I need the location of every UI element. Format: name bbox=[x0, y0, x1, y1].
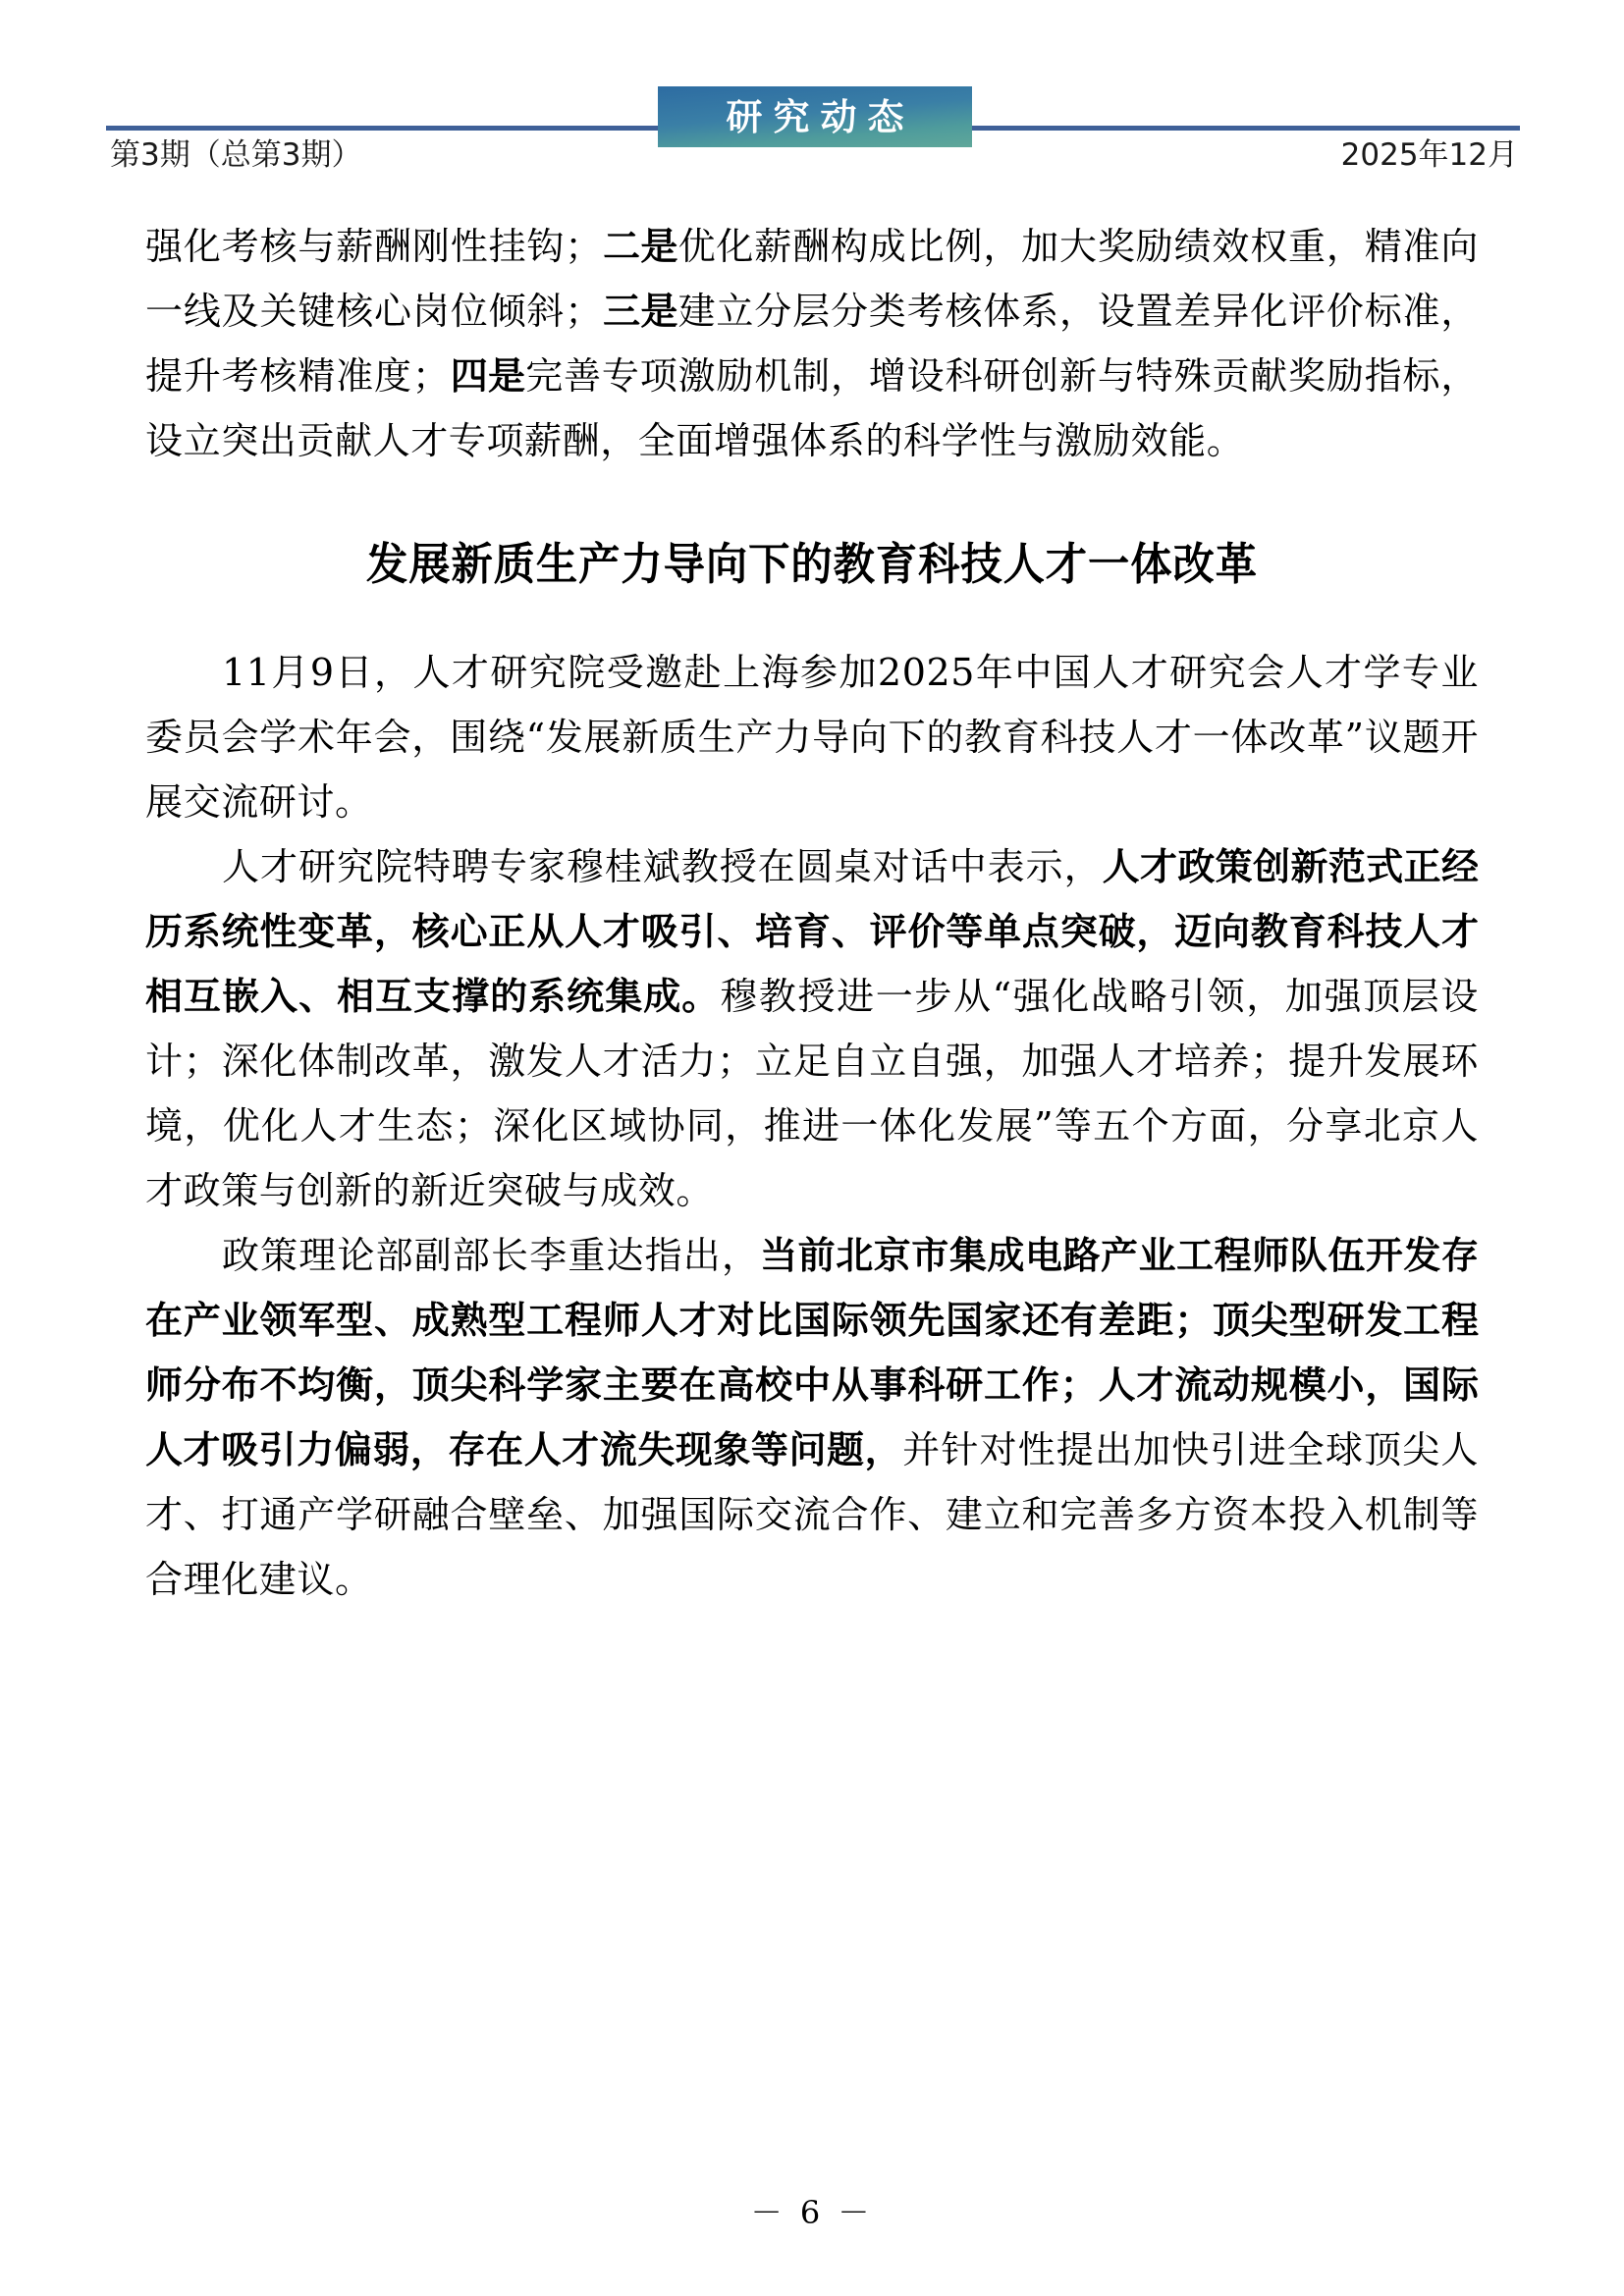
para1-bold-three: 三是 bbox=[602, 290, 678, 333]
para4-run1: 政策理论部副部长李重达指出， bbox=[222, 1234, 761, 1277]
article-title: 发展新质生产力导向下的教育科技人才一体改革 bbox=[365, 538, 1259, 590]
para4-run3: 并针对性提出加快引进全球顶尖人才、打通产学研融合壁垒、加强国际交流合作、建立和完善多方资本投入机制等合理化建议。 bbox=[145, 1428, 1479, 1601]
para1-bold-four: 四是 bbox=[450, 354, 526, 398]
page-content bbox=[145, 214, 1479, 1612]
page-header bbox=[0, 0, 1624, 173]
para2-run1: 11月9日，人才研究院受邀赴上海参加2025年中国人才研究会人才学专业委员会学术年会，围绕“发展新质生产力导向下的教育科技人才一体改革”议题开展交流研讨。 bbox=[145, 651, 1479, 824]
para1-run1: 强化考核与薪酬刚性挂钩； bbox=[145, 225, 603, 268]
para1-run3: 优化薪酬构成比例，加大奖励绩效权重，精准向一线及关键核心岗位倾斜； bbox=[145, 225, 1480, 333]
para1-run5: 建立分层分类考核体系，设置差异化评价标准，提升考核精准度； bbox=[145, 290, 1480, 398]
paragraph-expert-remarks bbox=[145, 834, 1479, 1223]
paragraph-continuation bbox=[145, 214, 1479, 473]
header-banner-title: 研究动态 bbox=[726, 95, 915, 138]
header-issue-number: 第3期（总第3期） bbox=[110, 137, 362, 173]
article-title-block bbox=[145, 534, 1479, 595]
page-footer bbox=[0, 2188, 1624, 2233]
para3-bold-highlight: 人才政策创新范式正经历系统性变革，核心正从人才吸引、培育、评价等单点突破，迈向教育科技人才相互嵌入、相互支撑的系统集成。 bbox=[145, 845, 1479, 1018]
para3-run3: 穆教授进一步从“强化战略引领，加强顶层设计；深化体制改革，激发人才活力；立足自立自强，加强人才培养；提升发展环境，优化人才生态；深化区域协同，推进一体化发展”等五个方面，分享北京人才政策与创新的新近突破与成效。 bbox=[145, 975, 1479, 1212]
page-number: － 6 － bbox=[750, 2194, 874, 2231]
header-date: 2025年12月 bbox=[1340, 137, 1518, 173]
paragraph-policy-remarks bbox=[145, 1223, 1479, 1612]
paragraph-intro bbox=[145, 640, 1479, 834]
header-banner bbox=[658, 86, 972, 147]
para1-run7: 完善专项激励机制，增设科研创新与特殊贡献奖励指标，设立突出贡献人才专项薪酬，全面增强体系的科学性与激励效能。 bbox=[145, 354, 1479, 462]
para3-run1: 人才研究院特聘专家穆桂斌教授在圆桌对话中表示， bbox=[222, 845, 1103, 888]
para1-bold-two: 二是 bbox=[602, 225, 678, 268]
para4-bold-highlight: 当前北京市集成电路产业工程师队伍开发存在产业领军型、成熟型工程师人才对比国际领先国家还有差距；顶尖型研发工程师分布不均衡，顶尖科学家主要在高校中从事科研工作；人才流动规模小，国际人才吸引力偏弱，存在人才流失现象等问题， bbox=[145, 1234, 1479, 1471]
